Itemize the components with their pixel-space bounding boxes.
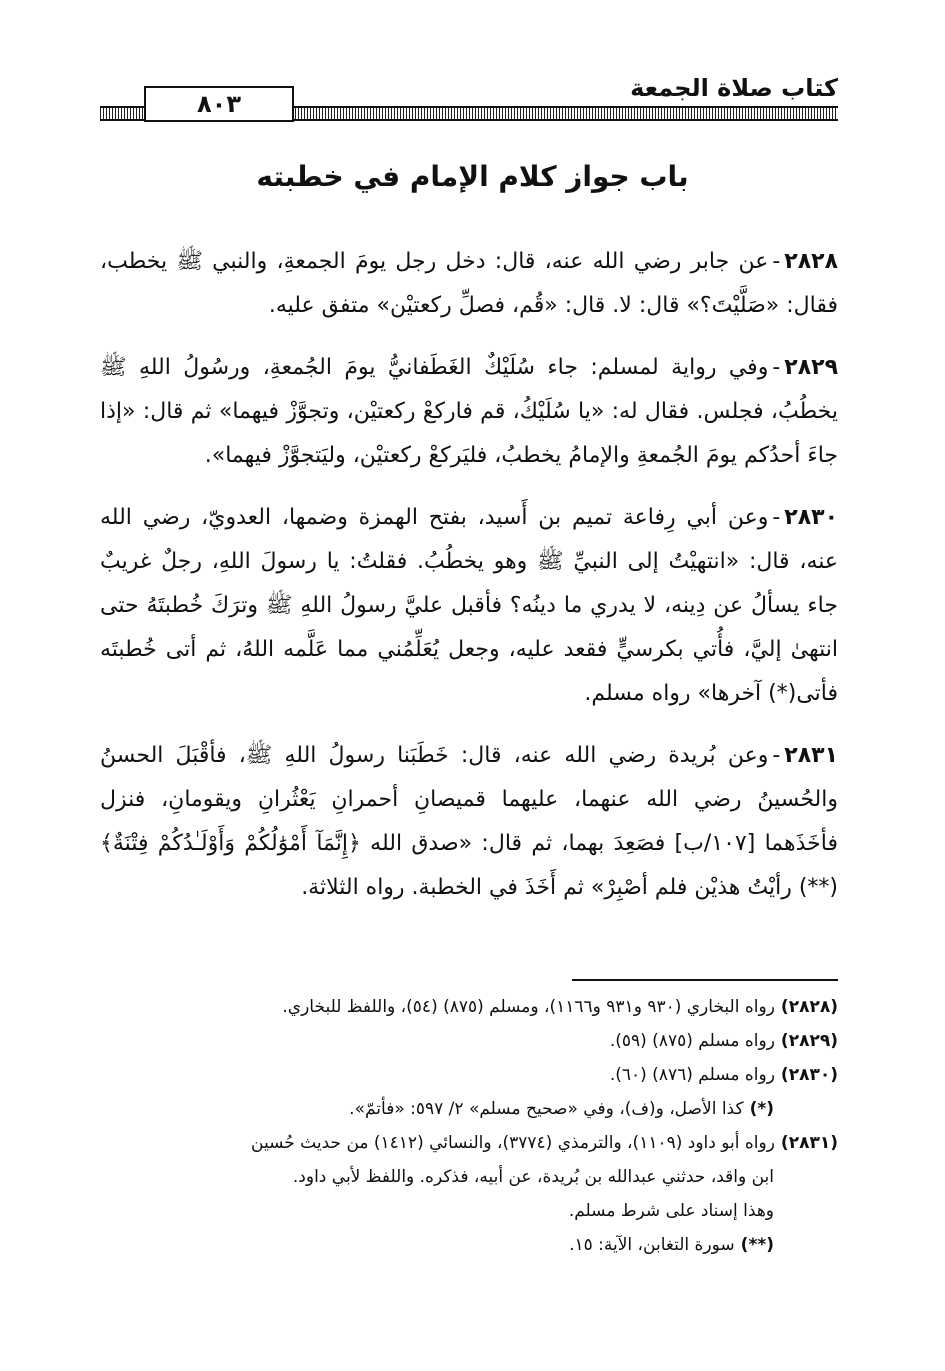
hadith-number: ٢٨٣٠ <box>784 505 838 530</box>
hadith-number: ٢٨٢٨ <box>784 249 838 274</box>
footnote-id: (٢٨٣٠) <box>780 1065 838 1085</box>
hadith-text: عن جابر رضي الله عنه، قال: دخل رجل يومَ الجمعةِ، والنبي ﷺ يخطب، فقال: «صَلَّيْتَ؟» قال: لا. قال: «قُم، فصلِّ ركعتيْن» متفق عليه. <box>100 249 838 318</box>
footnote-id: (**) <box>740 1235 774 1255</box>
footnote-text: كذا الأصل، و(ف)، وفي «صحيح مسلم» ٢/ ٥٩٧: «فأتمّ». <box>349 1099 744 1119</box>
footnote <box>100 990 838 1024</box>
footnote-text: رواه أبو داود (١١٠٩)، والترمذي (٣٧٧٤)، والنسائي (١٤١٢) من حديث حُسين <box>251 1133 775 1153</box>
footnote-id: (٢٨٢٨) <box>780 997 838 1017</box>
hadith-number: ٢٨٣١ <box>784 743 838 768</box>
hadith-paragraph: ٢٨٢٩-وفي رواية لمسلم: جاء سُلَيْكٌ الغَطَفانيُّ يومَ الجُمعةِ، ورسُولُ اللهِ ﷺ يخطُبُ، فجلس. فقال له: «يا سُلَيْكُ، قم فاركعْ ركعتيْن، وتجوَّزْ فيهما» ثم قال: «إذا جاءَ أحدُكم يومَ الجُمعةِ والإمامُ يخطبُ، فليَركعْ ركعتيْن، وليَتجوَّزْ فيهما». <box>100 355 838 468</box>
footnote-continuation <box>100 1194 838 1228</box>
footnote <box>100 1058 838 1092</box>
hadith-paragraph: ٢٨٢٨-عن جابر رضي الله عنه، قال: دخل رجل يومَ الجمعةِ، والنبي ﷺ يخطب، فقال: «صَلَّيْتَ؟» قال: لا. قال: «قُم، فصلِّ ركعتيْن» متفق عليه. <box>100 249 838 318</box>
footnote-continuation <box>100 1160 838 1194</box>
footnote-text: رواه مسلم (٨٧٥) (٥٩). <box>609 1031 775 1051</box>
footnote-text: رواه مسلم (٨٧٦) (٦٠). <box>609 1065 775 1085</box>
main-text <box>100 240 838 928</box>
footnote <box>100 1024 838 1058</box>
hadith-text: وفي رواية لمسلم: جاء سُلَيْكٌ الغَطَفانيُّ يومَ الجُمعةِ، ورسُولُ اللهِ ﷺ يخطُبُ، فجلس. فقال له: «يا سُلَيْكُ، قم فاركعْ ركعتيْن، وتجوَّزْ فيهما» ثم قال: «إذا جاءَ أحدُكم يومَ الجُمعةِ والإمامُ يخطبُ، فليَركعْ ركعتيْن، وليَتجوَّزْ فيهما». <box>100 355 838 468</box>
page-number: ٨٠٣ <box>144 86 294 122</box>
footnote-id: (*) <box>749 1099 774 1119</box>
book-title: كتاب صلاة الجمعة <box>630 74 838 102</box>
hadith-paragraph: ٢٨٣١-وعن بُريدة رضي الله عنه، قال: خَطَبَنا رسولُ اللهِ ﷺ، فأقْبَلَ الحسنُ والحُسينُ رضي الله عنهما، عليهما قميصانِ أحمرانِ يَعْثُرانِ ويقومانِ، فنزل فأخَذَهما [١٠٧/ب] فصَعِدَ بهما، ثم قال: «صدق الله ﴿إِنَّمَآ أَمْوَٰلُكُمْ وَأَوْلَـٰدُكُمْ فِتْنَةٌ﴾(**) رأيْتُ هذيْن فلم أصْبِرْ» ثم أَخَذَ في الخطبة. رواه الثلاثة. <box>100 743 838 900</box>
hadith-number: ٢٨٢٩ <box>784 355 838 380</box>
footnote-text: ابن واقد، حدثني عبدالله بن بُريدة، عن أبيه، فذكره. واللفظ لأبي داود. <box>292 1167 774 1187</box>
chapter-title: باب جواز كلام الإمام في خطبته <box>256 160 689 193</box>
hadith-text: وعن بُريدة رضي الله عنه، قال: خَطَبَنا رسولُ اللهِ ﷺ، فأقْبَلَ الحسنُ والحُسينُ رضي الله عنهما، عليهما قميصانِ أحمرانِ يَعْثُرانِ ويقومانِ، فنزل فأخَذَهما [١٠٧/ب] فصَعِدَ بهما، ثم قال: «صدق الله ﴿إِنَّمَآ أَمْوَٰلُكُمْ وَأَوْلَـٰدُكُمْ فِتْنَةٌ﴾(**) رأيْتُ هذيْن فلم أصْبِرْ» ثم أَخَذَ في الخطبة. رواه الثلاثة. <box>100 743 838 900</box>
footnote <box>100 1228 838 1262</box>
footnote <box>100 1126 838 1160</box>
footnote-id: (٢٨٢٩) <box>780 1031 838 1051</box>
hadith-text: وعن أبي رِفاعة تميم بن أَسيد، بفتح الهمزة وضمها، العدويّ، رضي الله عنه، قال: «انتهيْتُ إلى النبيِّ ﷺ وهو يخطُبُ. فقلتُ: يا رسولَ اللهِ، رجلٌ غريبٌ جاء يسألُ عن دِينه، لا يدري ما دينُه؟ فأقبل عليَّ رسولُ اللهِ ﷺ وترَكَ خُطبتَهُ حتى انتهىٰ إليَّ، فأُتي بكرسيٍّ فقعد عليه، وجعل يُعَلِّمُني مما عَلَّمه اللهُ، ثم أتى خُطبتَه فأتى(*) آخرها» رواه مسلم. <box>100 505 838 706</box>
footnote-text: رواه البخاري (٩٣٠ و٩٣١ و١١٦٦)، ومسلم (٨٧٥) (٥٤)، واللفظ للبخاري. <box>282 997 775 1017</box>
hadith-paragraph: ٢٨٣٠-وعن أبي رِفاعة تميم بن أَسيد، بفتح الهمزة وضمها، العدويّ، رضي الله عنه، قال: «انتهيْتُ إلى النبيِّ ﷺ وهو يخطُبُ. فقلتُ: يا رسولَ اللهِ، رجلٌ غريبٌ جاء يسألُ عن دِينه، لا يدري ما دينُه؟ فأقبل عليَّ رسولُ اللهِ ﷺ وترَكَ خُطبتَهُ حتى انتهىٰ إليَّ، فأُتي بكرسيٍّ فقعد عليه، وجعل يُعَلِّمُني مما عَلَّمه اللهُ، ثم أتى خُطبتَه فأتى(*) آخرها» رواه مسلم. <box>100 505 838 706</box>
footnote-text: وهذا إسناد على شرط مسلم. <box>568 1201 774 1221</box>
footnote-id: (٢٨٣١) <box>780 1133 838 1153</box>
footnote <box>100 1092 838 1126</box>
footnote-separator <box>572 979 838 981</box>
footnote-text: سورة التغابن، الآية: ١٥. <box>569 1235 735 1255</box>
page-header <box>100 72 838 126</box>
footnotes <box>100 990 838 1262</box>
